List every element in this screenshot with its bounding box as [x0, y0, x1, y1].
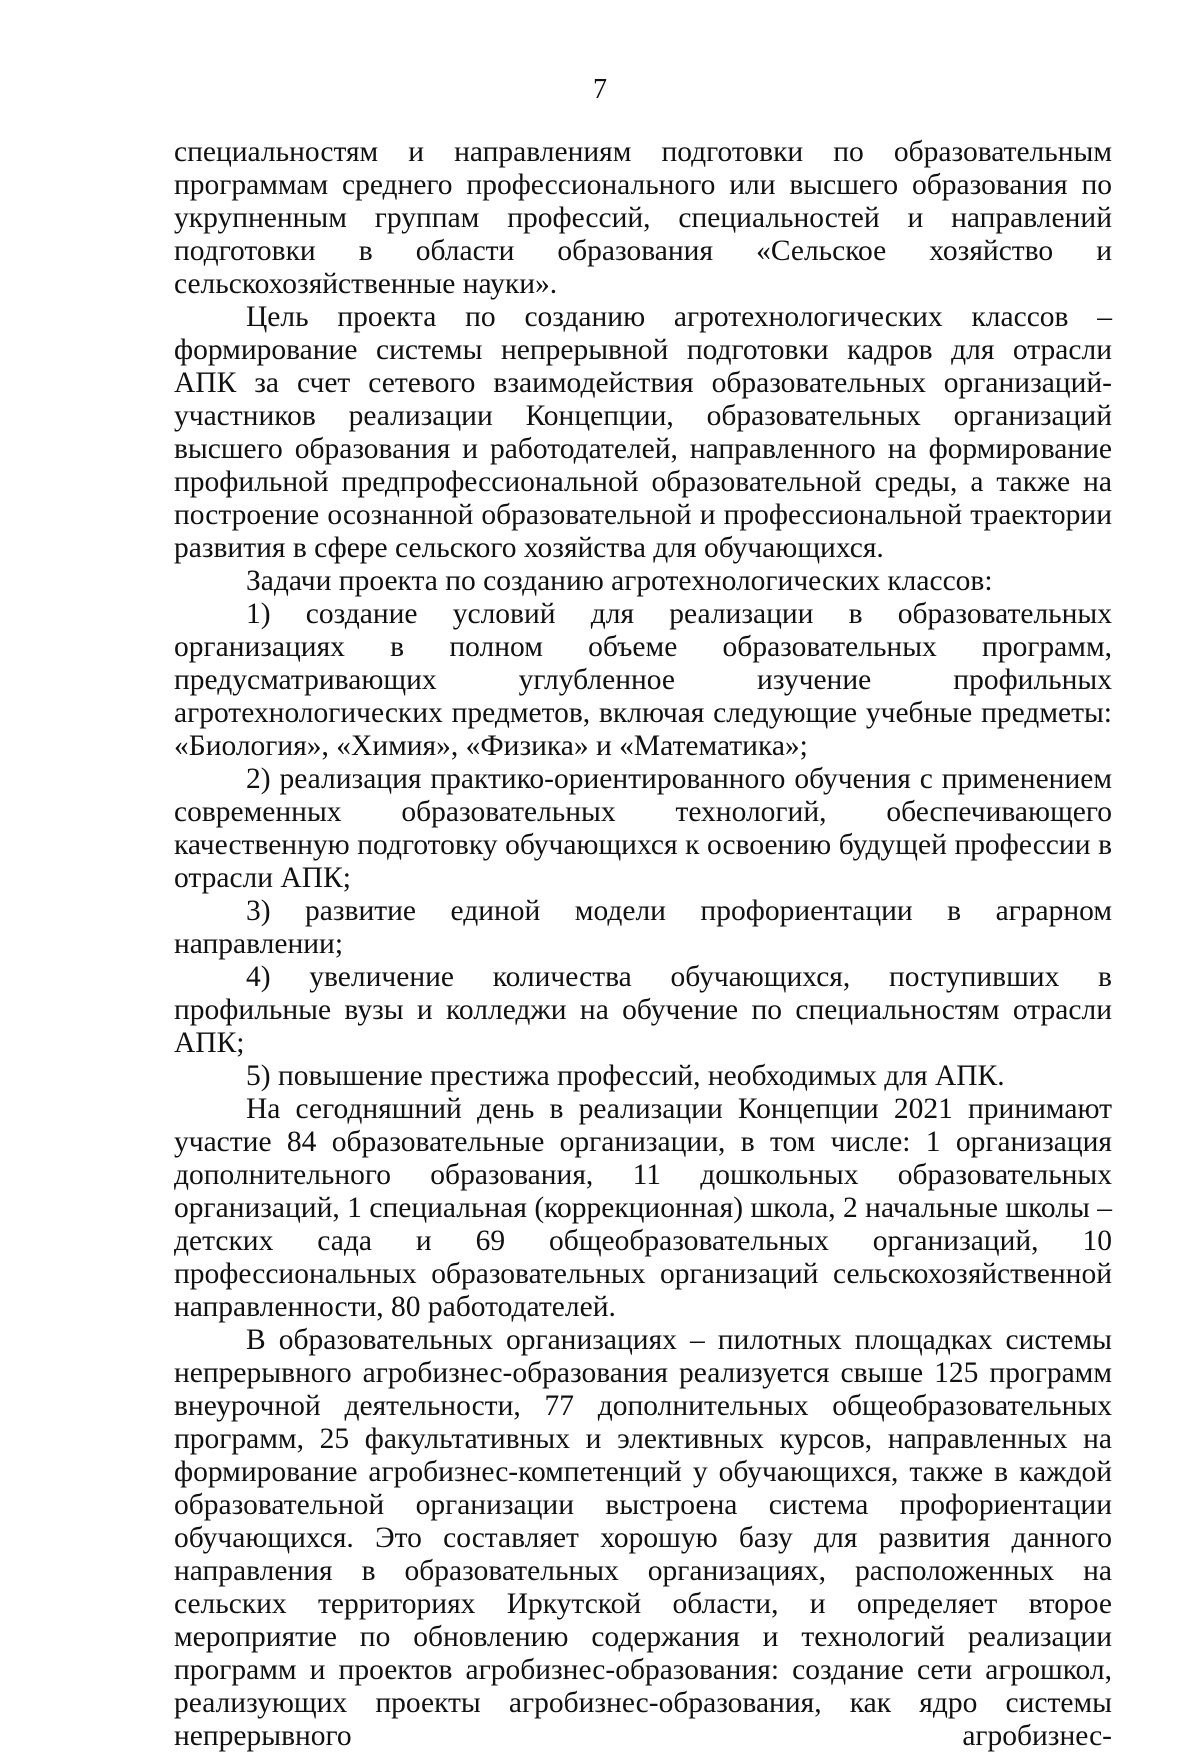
list-item-task-2: 2) реализация практико-ориентированного обучения с применением современных образовательных технологий, обеспечивающего качественную подготовку обучающихся к освоению будущей профессии в отрасли АПК;: [174, 763, 1112, 894]
document-body: [174, 136, 1112, 1753]
page-number: 7: [593, 74, 607, 105]
paragraph-continuation: специальностям и направлениям подготовки по образовательным программам среднего профессионального или высшего образования по укрупненным группам профессий, специальностей и направлений подготовки в области образования «Сельское хозяйство и сельскохозяйственные науки».: [174, 136, 1112, 300]
paragraph-tasks-heading: Задачи проекта по созданию агротехнологических классов:: [246, 565, 993, 597]
list-item-task-3: 3) развитие единой модели профориентации в аграрном направлении;: [174, 895, 1112, 960]
list-item-task-5: 5) повышение престижа профессий, необходимых для АПК.: [246, 1060, 1005, 1092]
paragraph-participants: На сегодняшний день в реализации Концепции 2021 принимают участие 84 образовательные организации, в том числе: 1 организация дополнительного образования, 11 дошкольных образовательных организаций, 1 специальная (коррекционная) школа, 2 начальные школы – детских сада и 69 общеобразовательных организаций, 10 профессиональных образовательных организаций сельскохозяйственной направленности, 80 работодателей.: [174, 1093, 1112, 1323]
list-item-task-4: 4) увеличение количества обучающихся, поступивших в профильные вузы и колледжи на обучение по специальностям отрасли АПК;: [174, 961, 1112, 1059]
paragraph-project-goal: Цель проекта по созданию агротехнологических классов – формирование системы непрерывной подготовки кадров для отрасли АПК за счет сетевого взаимодействия образовательных организаций-участников реализации Концепции, образовательных организаций высшего образования и работодателей, направленного на формирование профильной предпрофессиональной образовательной среды, а также на построение осознанной образовательной и профессиональной траектории развития в сфере сельского хозяйства для обучающихся.: [174, 301, 1112, 564]
list-item-task-1: 1) создание условий для реализации в образовательных организациях в полном объеме образовательных программ, предусматривающих углубленное изучение профильных агротехнологических предметов, включая следующие учебные предметы: «Биология», «Химия», «Физика» и «Математика»;: [174, 598, 1112, 762]
paragraph-programs: В образовательных организациях – пилотных площадках системы непрерывного агробизнес-образования реализуется свыше 125 программ внеурочной деятельности, 77 дополнительных общеобразовательных программ, 25 факультативных и элективных курсов, направленных на формирование агробизнес-компетенций у обучающихся, также в каждой образовательной организации выстроена система профориентации обучающихся. Это составляет хорошую базу для развития данного направления в образовательных организациях, расположенных на сельских территориях Иркутской области, и определяет второе мероприятие по обновлению содержания и технологий реализации программ и проектов агробизнес-образования: создание сети агрошкол, реализующих проекты агробизнес-образования, как ядро системы непрерывного агробизнес-: [174, 1324, 1112, 1752]
